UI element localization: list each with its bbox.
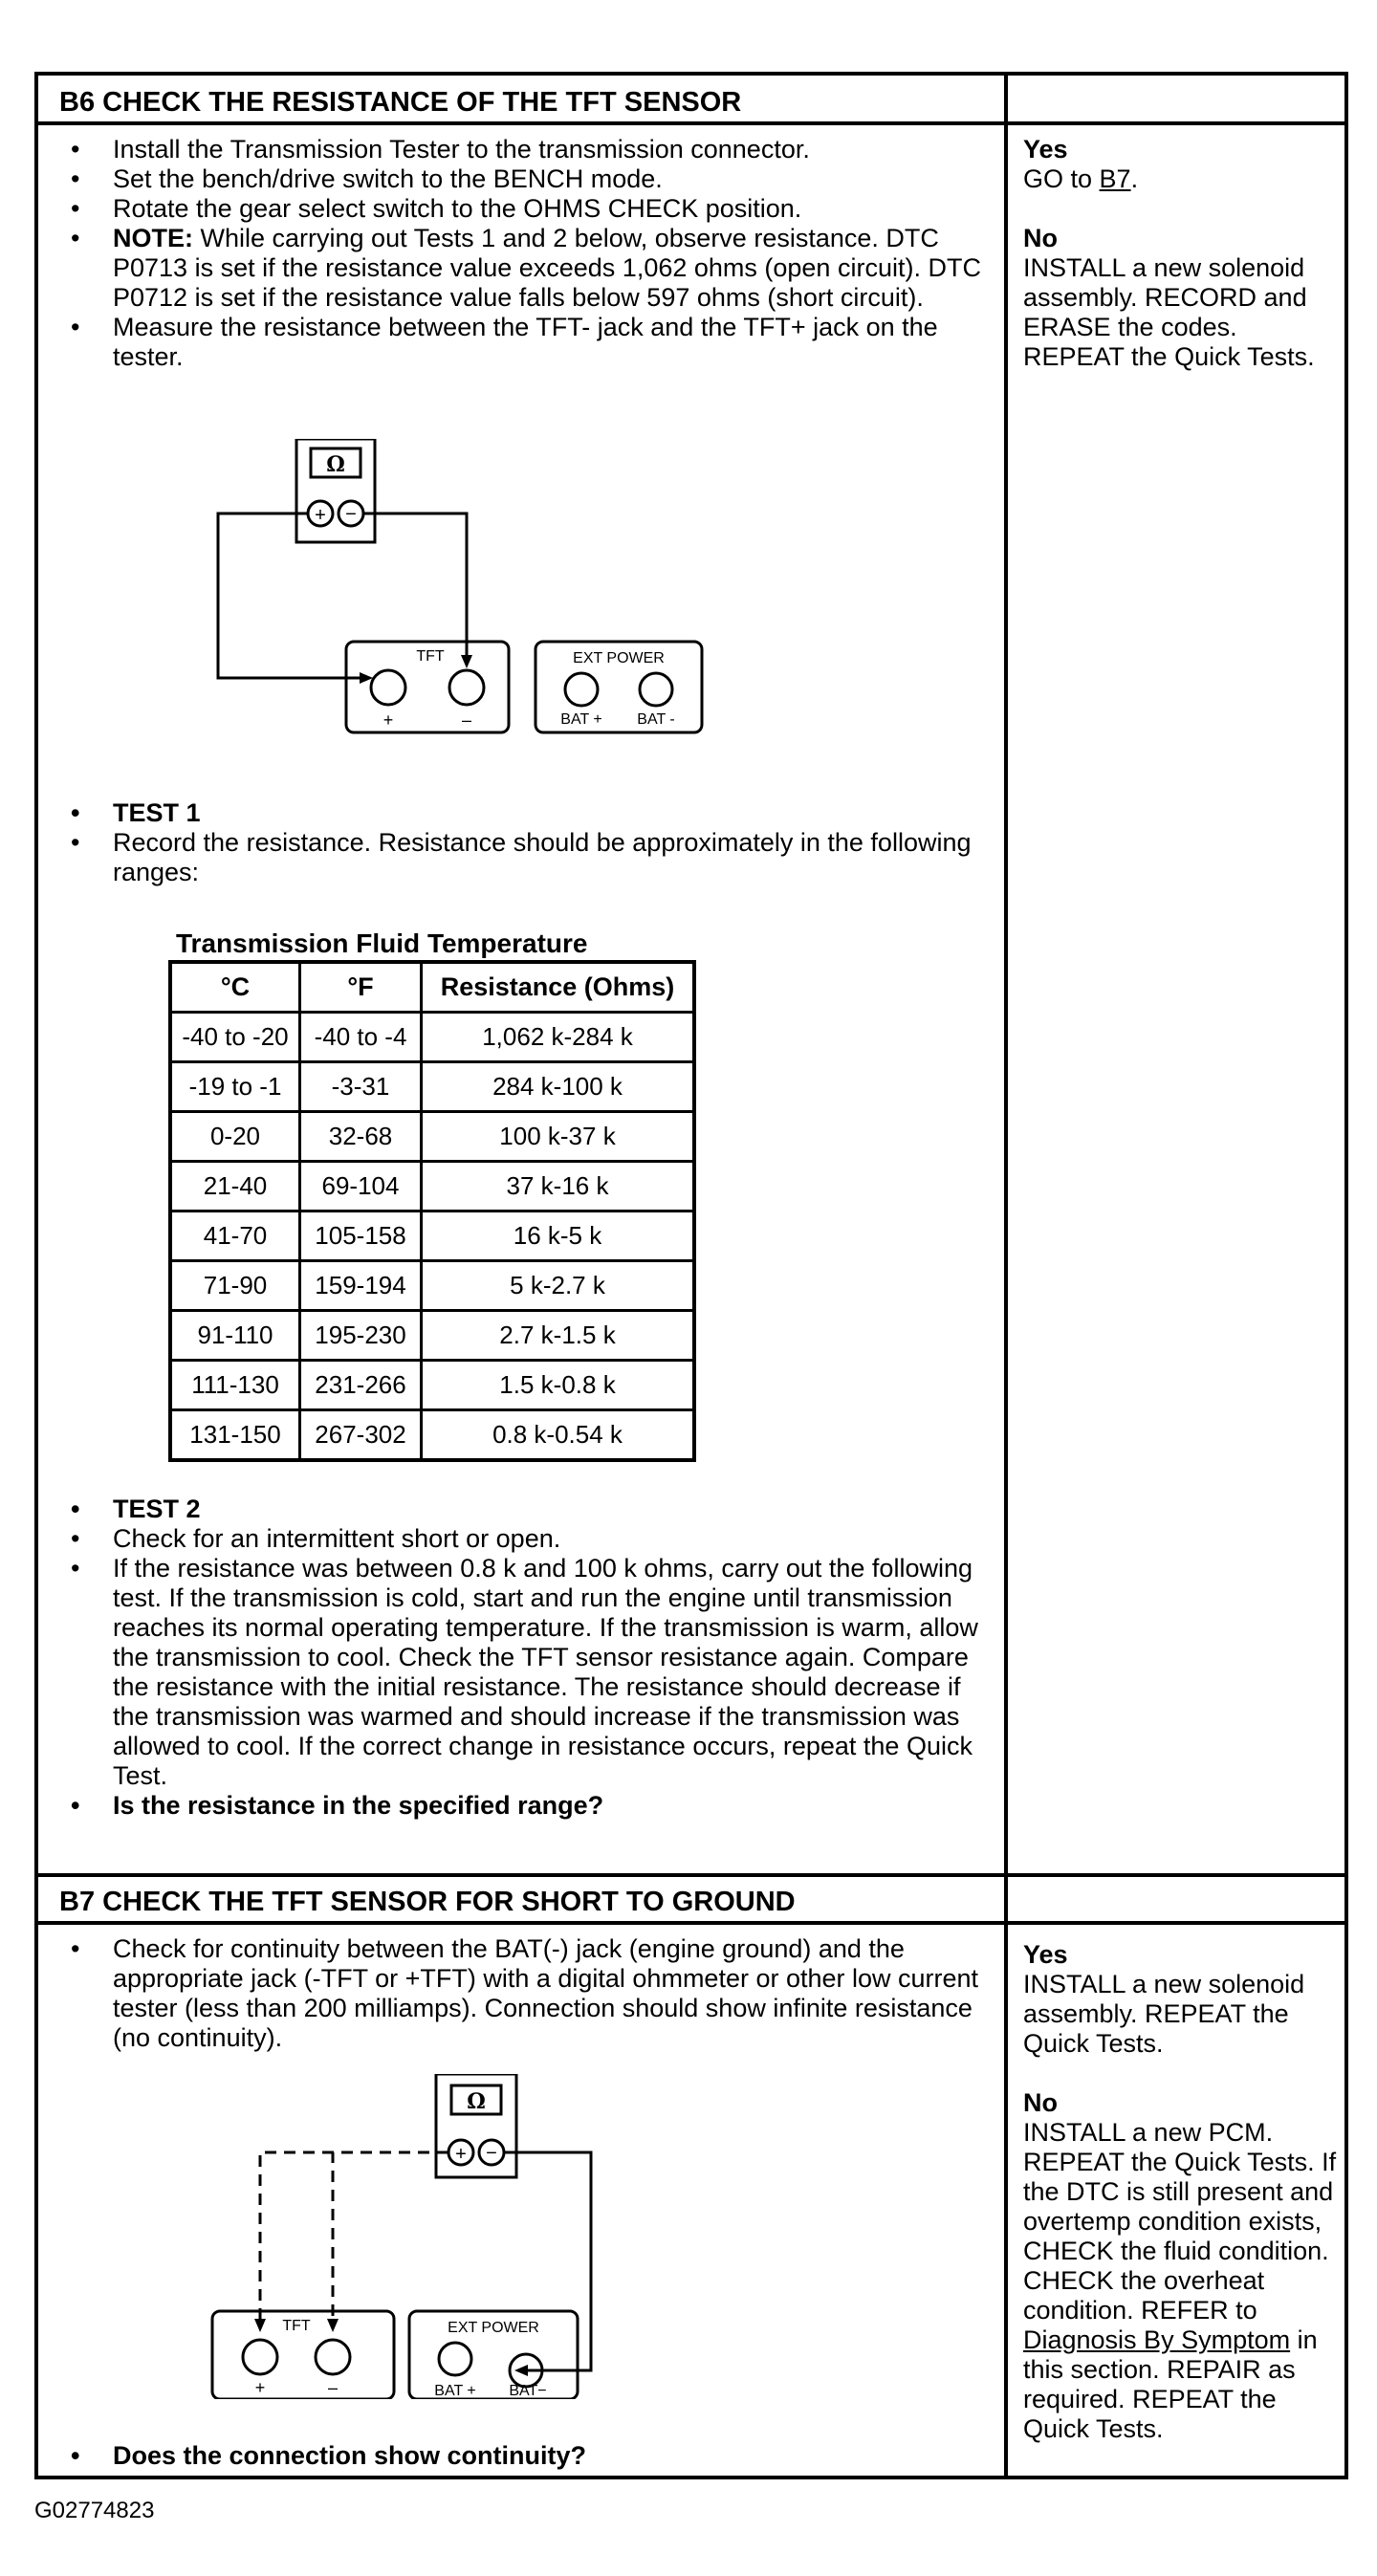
figure-id: G02774823 bbox=[34, 2498, 155, 2523]
b6-step-2: • Set the bench/drive switch to the BENCH mode. bbox=[59, 164, 987, 194]
tft-minus-label-b7: – bbox=[327, 2378, 339, 2397]
table-row bbox=[170, 1261, 694, 1311]
table-title: Transmission Fluid Temperature bbox=[176, 928, 588, 958]
b7-ohmmeter-diagram bbox=[172, 2074, 746, 2399]
b7-yes-text: INSTALL a new solenoid assembly. REPEAT the Quick Tests. bbox=[1023, 1970, 1305, 2058]
cell-celsius: -40 to -20 bbox=[170, 1013, 300, 1062]
cell-fahrenheit: 105-158 bbox=[300, 1212, 422, 1261]
test1-text: • Record the resistance. Resistance should be approximately in the following ranges: bbox=[59, 828, 987, 887]
cell-celsius: 91-110 bbox=[170, 1311, 300, 1361]
b6-steps bbox=[59, 135, 987, 372]
ohm-symbol: Ω bbox=[326, 452, 345, 477]
col-fahrenheit: °F bbox=[300, 962, 422, 1013]
cell-fahrenheit: 267-302 bbox=[300, 1410, 422, 1461]
cell-fahrenheit: 159-194 bbox=[300, 1261, 422, 1311]
b6-ohmmeter-diagram bbox=[172, 439, 746, 745]
col-resistance: Resistance (Ohms) bbox=[422, 962, 695, 1013]
b7-header-rule bbox=[38, 1921, 1344, 1925]
cell-celsius: -19 to -1 bbox=[170, 1062, 300, 1112]
cell-celsius: 41-70 bbox=[170, 1212, 300, 1261]
b7-header: B7 CHECK THE TFT SENSOR FOR SHORT TO GROUND bbox=[59, 1887, 796, 1917]
b7-no-pre: INSTALL a new PCM. REPEAT the Quick Tests. If the DTC is still present and overtemp condition exists, CHECK the fluid condition. CHECK the overheat condition. REFER to bbox=[1023, 2118, 1337, 2325]
table-row bbox=[170, 1361, 694, 1410]
b7-no-label: No bbox=[1023, 2088, 1058, 2117]
tft-label: TFT bbox=[416, 648, 445, 665]
b6-test2 bbox=[59, 1495, 987, 1821]
cell-celsius: 71-90 bbox=[170, 1261, 300, 1311]
note-text: While carrying out Tests 1 and 2 below, observe resistance. DTC P0713 is set if the resistance value exceeds 1,062 ohms (open circuit). DTC P0712 is set if the resistance value falls below 597 ohms (short circuit). bbox=[113, 224, 981, 312]
bat-plus-label-b7: BAT + bbox=[434, 2383, 476, 2399]
tft-plus-label: + bbox=[382, 710, 394, 730]
b6-step-1: • Install the Transmission Tester to the transmission connector. bbox=[59, 135, 987, 164]
meter-plus-sign-b7: + bbox=[455, 2144, 467, 2165]
diagnostic-table bbox=[34, 72, 1348, 2479]
cell-resistance: 2.7 k-1.5 k bbox=[422, 1311, 695, 1361]
col-celsius: °C bbox=[170, 962, 300, 1013]
cell-resistance: 1.5 k-0.8 k bbox=[422, 1361, 695, 1410]
b7-top-rule bbox=[38, 1873, 1344, 1877]
table-row bbox=[170, 1062, 694, 1112]
b6-yes-text bbox=[1023, 164, 1339, 194]
meter-minus-sign-b7: − bbox=[486, 2143, 497, 2164]
lead-ground-arrow bbox=[514, 2365, 528, 2376]
lead-minus-arrow-b7 bbox=[327, 2319, 339, 2332]
table-row bbox=[170, 1013, 694, 1062]
b6-no-label: No bbox=[1023, 224, 1058, 252]
cell-celsius: 21-40 bbox=[170, 1162, 300, 1212]
test2-step-2: • If the resistance was between 0.8 k and 100 k ohms, carry out the following test. If the transmission is cold, start and run the engine until transmission reaches its normal operating temperature. If the transmission is warm, allow the transmission to cool. Check the TFT sensor resistance again. Compare the resistance with the initial resistance. The resistance should decrease if the transmission was warmed and should increase if the transmission was allowed to cool. If the correct change in resistance occurs, repeat the Quick Test. bbox=[59, 1554, 987, 1791]
cell-celsius: 0-20 bbox=[170, 1112, 300, 1162]
lead-plus-arrow-b7 bbox=[254, 2319, 266, 2332]
bat-minus-jack bbox=[640, 673, 672, 706]
ext-power-label: EXT POWER bbox=[573, 650, 665, 666]
lead-plus-dashed bbox=[260, 2152, 448, 2325]
cell-resistance: 37 k-16 k bbox=[422, 1162, 695, 1212]
b7-question: • Does the connection show continuity? bbox=[59, 2441, 987, 2471]
lead-minus bbox=[363, 513, 467, 661]
cell-fahrenheit: 32-68 bbox=[300, 1112, 422, 1162]
bat-plus-jack bbox=[565, 673, 598, 706]
cell-resistance: 284 k-100 k bbox=[422, 1062, 695, 1112]
b6-header: B6 CHECK THE RESISTANCE OF THE TFT SENSOR bbox=[59, 87, 742, 118]
meter-plus-sign: + bbox=[315, 505, 326, 526]
b6-header-rule bbox=[38, 121, 1344, 125]
cell-resistance: 0.8 k-0.54 k bbox=[422, 1410, 695, 1461]
bat-plus-jack-b7 bbox=[439, 2343, 471, 2375]
meter-minus-sign: − bbox=[345, 504, 357, 525]
lead-plus bbox=[218, 513, 363, 678]
tft-plus-label-b7: + bbox=[254, 2378, 266, 2397]
b6-yes-pre: GO to bbox=[1023, 164, 1093, 193]
bat-plus-label: BAT + bbox=[560, 711, 602, 728]
cell-fahrenheit: 69-104 bbox=[300, 1162, 422, 1212]
cell-resistance: 5 k-2.7 k bbox=[422, 1261, 695, 1311]
tft-minus-jack bbox=[449, 670, 484, 705]
cell-fahrenheit: -40 to -4 bbox=[300, 1013, 422, 1062]
table-row bbox=[170, 1311, 694, 1361]
b7-steps bbox=[59, 1934, 987, 2053]
cell-fahrenheit: -3-31 bbox=[300, 1062, 422, 1112]
b6-test1 bbox=[59, 798, 987, 887]
cell-celsius: 111-130 bbox=[170, 1361, 300, 1410]
b6-no-text: INSTALL a new solenoid assembly. RECORD and ERASE the codes. REPEAT the Quick Tests. bbox=[1023, 253, 1315, 371]
table-body bbox=[170, 1013, 694, 1461]
b7-result-column bbox=[1023, 1940, 1339, 2444]
table-header-row bbox=[170, 962, 694, 1013]
lead-minus-arrow bbox=[461, 655, 472, 668]
cell-resistance: 100 k-37 k bbox=[422, 1112, 695, 1162]
test1-label: • TEST 1 bbox=[59, 798, 987, 828]
cell-resistance: 16 k-5 k bbox=[422, 1212, 695, 1261]
resistance-table bbox=[168, 960, 696, 1462]
b6-yes-label: Yes bbox=[1023, 135, 1068, 164]
bat-minus-label: BAT - bbox=[637, 711, 675, 728]
tft-label-b7: TFT bbox=[282, 2318, 311, 2334]
cell-resistance: 1,062 k-284 k bbox=[422, 1013, 695, 1062]
link-diagnosis-by-symptom[interactable]: Diagnosis By Symptom bbox=[1023, 2325, 1291, 2354]
table-row bbox=[170, 1212, 694, 1261]
cell-fahrenheit: 231-266 bbox=[300, 1361, 422, 1410]
tft-plus-jack-b7 bbox=[243, 2340, 277, 2374]
test2-step-1: • Check for an intermittent short or open. bbox=[59, 1524, 987, 1554]
b6-yes-post: . bbox=[1130, 164, 1139, 193]
cell-celsius: 131-150 bbox=[170, 1410, 300, 1461]
bat-minus-label-b7: BAT− bbox=[509, 2383, 547, 2399]
column-divider bbox=[1004, 76, 1008, 2476]
note-label: NOTE: bbox=[113, 224, 193, 252]
lead-minus-dashed bbox=[333, 2152, 448, 2325]
b6-step-3: • Rotate the gear select switch to the OHMS CHECK position. bbox=[59, 194, 987, 224]
table-row bbox=[170, 1162, 694, 1212]
b6-step-note bbox=[59, 224, 987, 313]
cell-fahrenheit: 195-230 bbox=[300, 1311, 422, 1361]
tft-minus-label: – bbox=[461, 710, 472, 730]
b7-no-text bbox=[1023, 2118, 1339, 2444]
link-b7[interactable]: B7 bbox=[1099, 164, 1131, 193]
ext-power-label-b7: EXT POWER bbox=[448, 2320, 539, 2336]
b6-result-column bbox=[1023, 135, 1339, 372]
b7-step: • Check for continuity between the BAT(-) jack (engine ground) and the appropriate jack (-TFT or +TFT) with a digital ohmmeter or other low current tester (less than 200 milliamps). Connection should show infinite resistance (no continuity). bbox=[59, 1934, 987, 2053]
tft-plus-jack bbox=[371, 670, 405, 705]
b7-no-post: in this section. REPAIR as required. REPEAT the Quick Tests. bbox=[1023, 2325, 1318, 2443]
b6-step-5: • Measure the resistance between the TFT- jack and the TFT+ jack on the tester. bbox=[59, 313, 987, 372]
table-row bbox=[170, 1410, 694, 1461]
b7-question-list bbox=[59, 2441, 987, 2471]
ohm-symbol-b7: Ω bbox=[467, 2089, 486, 2114]
b6-question: • Is the resistance in the specified range? bbox=[59, 1791, 987, 1821]
tft-minus-jack-b7 bbox=[316, 2340, 350, 2374]
b7-yes-label: Yes bbox=[1023, 1940, 1068, 1969]
table-row bbox=[170, 1112, 694, 1162]
test2-label: • TEST 2 bbox=[59, 1495, 987, 1524]
